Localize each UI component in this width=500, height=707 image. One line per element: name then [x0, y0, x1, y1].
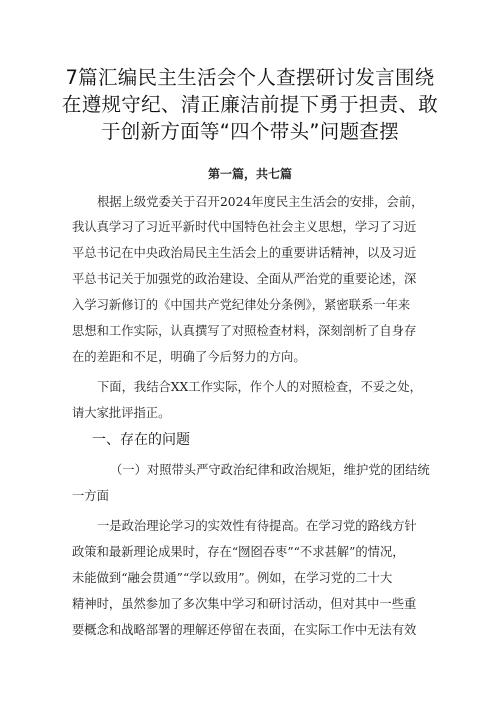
transition-line: 请大家批评指正。: [72, 406, 171, 420]
subsection-heading: 一方面: [72, 489, 109, 503]
intro-line: 根据上级党委关于召开2024年度民主生活会的安排，会前，: [97, 195, 424, 209]
intro-line: 入学习新修订的《中国共产党纪律处分条例》，紧密联系一年来: [72, 298, 411, 312]
body-line: 政策和最新理论成果时，存在“囫囵吞枣”“不求甚解”的情况，: [72, 545, 405, 559]
intro-line: 平总书记关于加强党的政治建设、全面从严治党的重要论述，深: [72, 272, 417, 286]
intro-line: 我认真学习了习近平新时代中国特色社会主义思想，学习了习近: [72, 220, 417, 234]
title-line: 7篇汇编民主生活会个人查摆研讨发言围绕: [65, 66, 435, 89]
body-line: 未能做到“融会贯通”“学以致用”。例如，在学习党的二十大: [72, 571, 393, 585]
intro-line: 在的差距和不足，明确了今后努力的方向。: [72, 350, 306, 364]
section-heading: 一、存在的问题: [92, 432, 190, 448]
subsection-heading: （一）对照带头严守政治纪律和政治规矩，维护党的团结统: [110, 463, 430, 477]
part-subheading: 第一篇，共七篇: [207, 167, 292, 181]
body-line: 精神时，虽然参加了多次集中学习和研讨活动，但对其中一些重: [72, 597, 417, 611]
title-line: 在遵规守纪、清正廉洁前提下勇于担责、敢: [61, 93, 439, 116]
title-line: 于创新方面等“四个带头”问题查摆: [100, 120, 399, 143]
intro-line: 平总书记在中央政治局民主生活会上的重要讲话精神，以及习近: [72, 246, 417, 260]
document-title: [50, 64, 450, 145]
transition-line: 下面，我结合XX工作实际，作个人的对照检查，不妥之处，: [97, 380, 422, 394]
body-line: 要概念和战略部署的理解还停留在表面，在实际工作中无法有效: [72, 623, 417, 637]
body-line: 一是政治理论学习的实效性有待提高。在学习党的路线方针: [97, 519, 417, 533]
intro-line: 思想和工作实际，认真撰写了对照检查材料，深刻剖析了自身存: [72, 324, 417, 338]
